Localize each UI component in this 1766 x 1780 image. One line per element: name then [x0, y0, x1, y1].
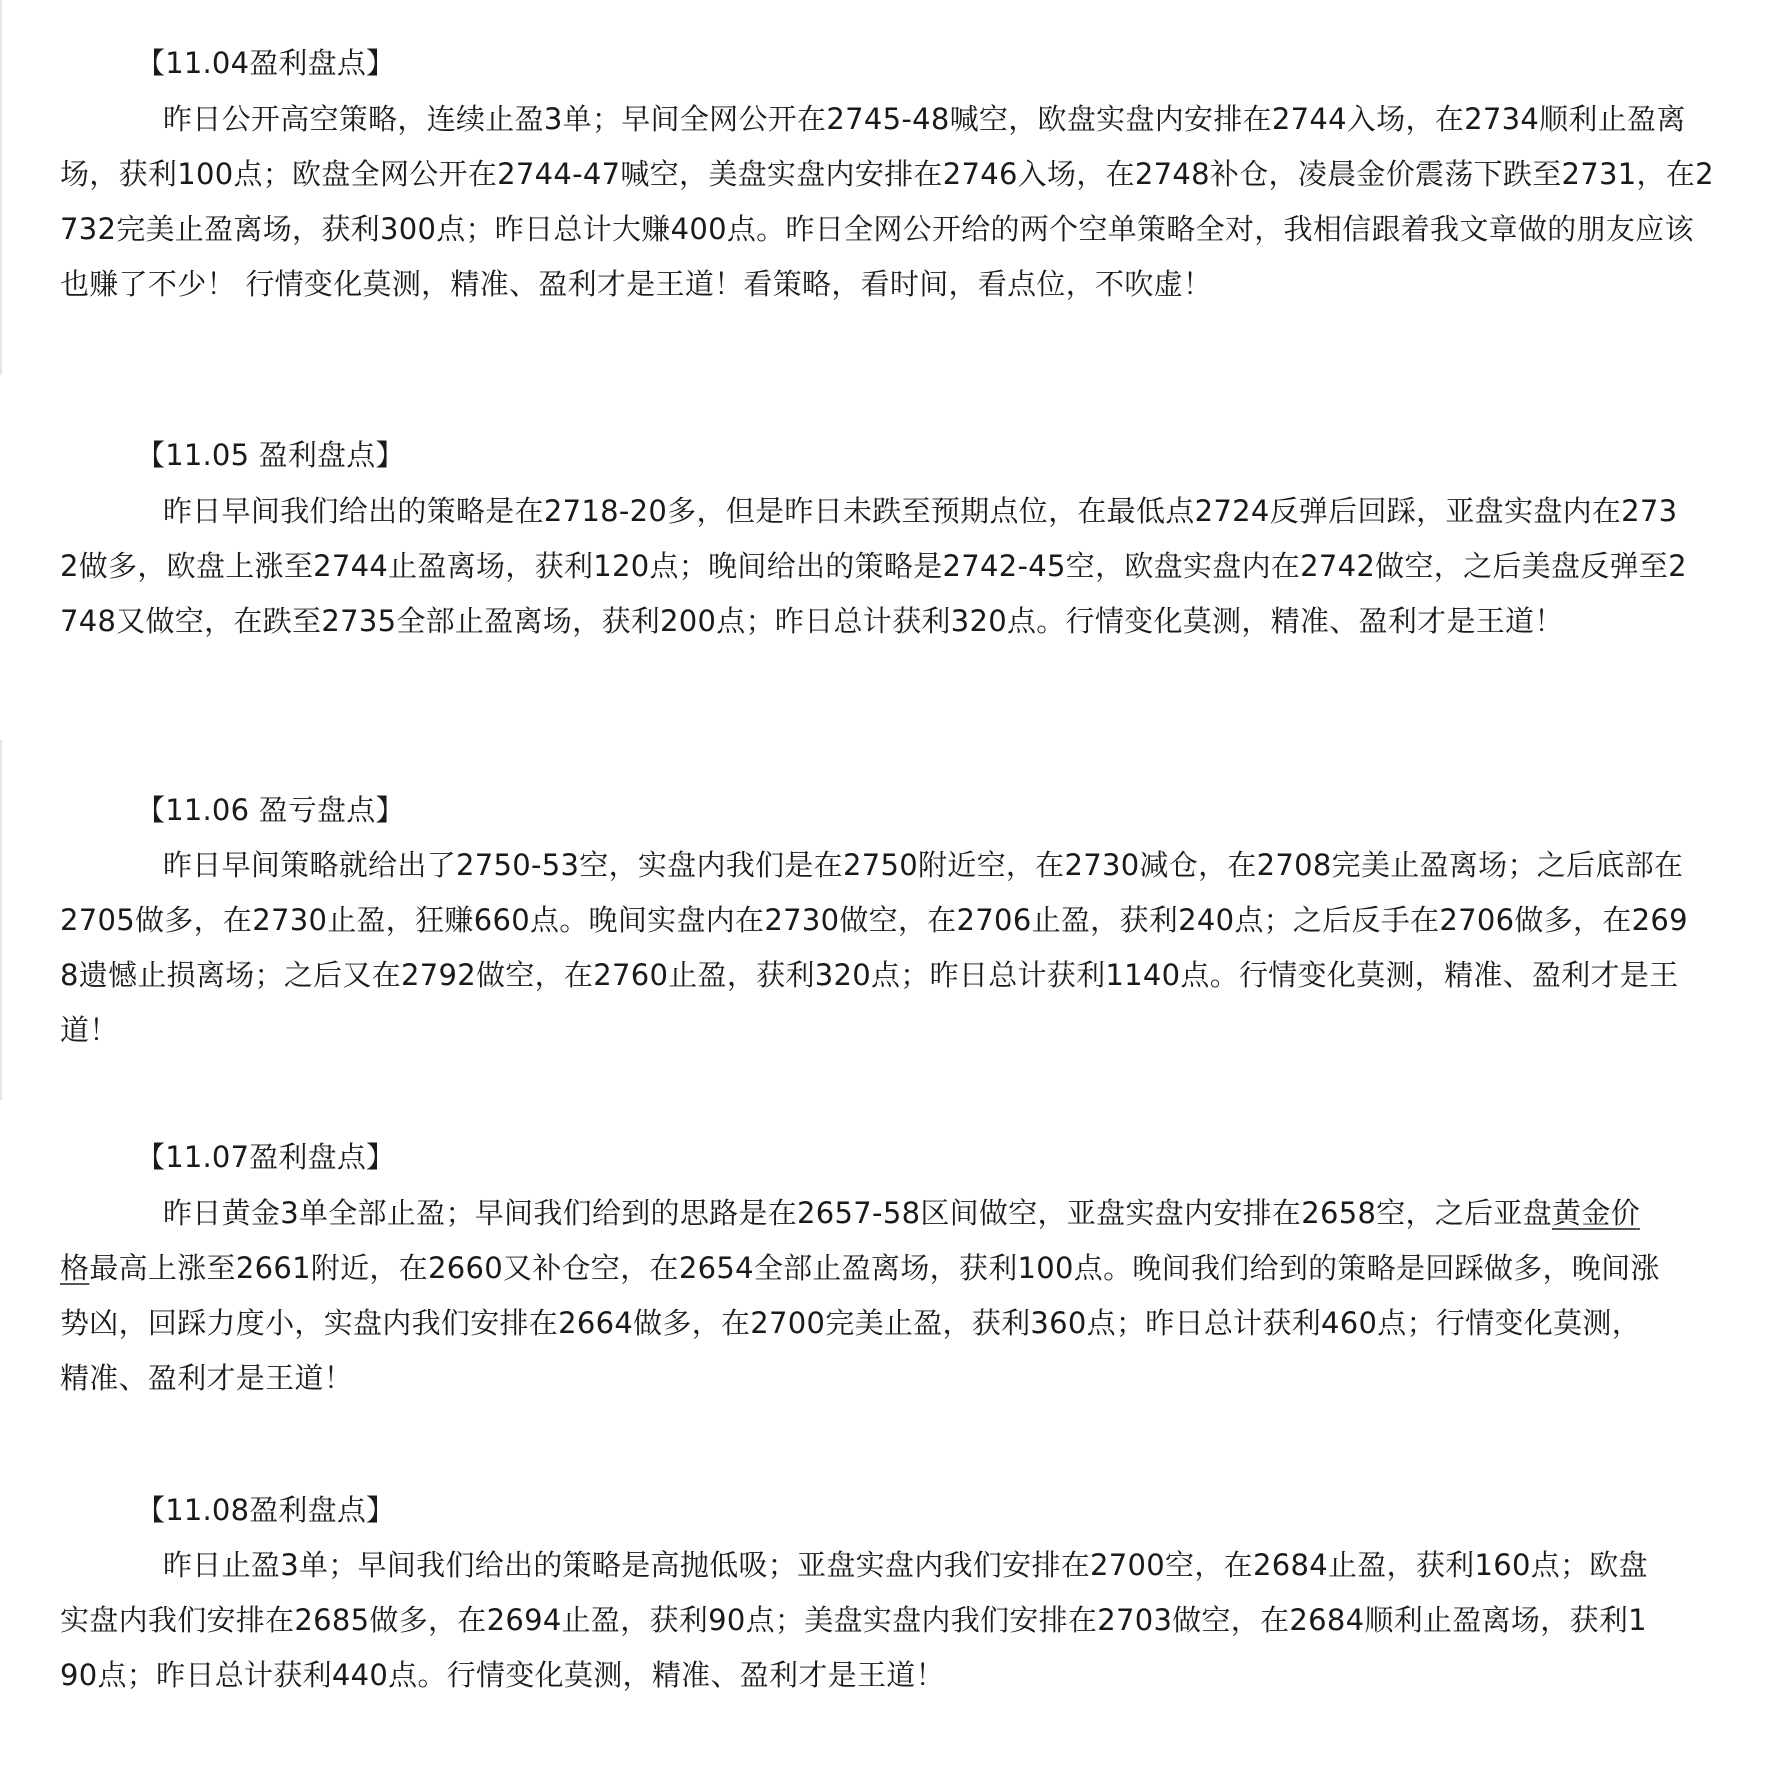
section-body-text: 最高上涨至2661附近，在2660又补仓空，在2654全部止盈离场，获利100点。晚间我们给到的策略是回踩做多，晚间涨势凶，回踩力度小，实盘内我们安排在2664做多，在2700完美止盈，获利360点；昨日总计获利460点；行情变化莫测，精准、盈利才是王道！: [60, 1251, 1660, 1395]
section-title: 【11.04盈利盘点】: [136, 46, 396, 80]
section-body-text: 昨日黄金3单全部止盈；早间我们给到的思路是在2657-58区间做空，亚盘实盘内安排在2658空，之后亚盘: [163, 1196, 1553, 1230]
section-title: 【11.07盈利盘点】: [136, 1140, 396, 1174]
section-title: 【11.08盈利盘点】: [136, 1493, 396, 1527]
section-body: 昨日早间策略就给出了2750-53空，实盘内我们是在2750附近空，在2730减仓，在2708完美止盈离场；之后底部在2705做多，在2730止盈，狂赚660点。晚间实盘内在2730做空，在2706止盈，获利240点；之后反手在2706做多，在2698遗憾止损离场；之后又在2792做空，在2760止盈，获利320点；昨日总计获利1140点。行情变化莫测，精准、盈利才是王道！: [60, 848, 1688, 1047]
divider: [0, 740, 2, 1100]
section-title: 【11.05 盈利盘点】: [136, 438, 405, 472]
section-body: [60, 1186, 1660, 1406]
divider: [0, 0, 2, 375]
section-body: 昨日公开高空策略，连续止盈3单；早间全网公开在2745-48喊空，欧盘实盘内安排在2744入场，在2734顺利止盈离场，获利100点；欧盘全网公开在2744-47喊空，美盘实盘内安排在2746入场，在2748补仓，凌晨金价震荡下跌至2731，在2732完美止盈离场，获利300点；昨日总计大赚400点。昨日全网公开给的两个空单策略全对，我相信跟着我文章做的朋友应该也赚了不少！ 行情变化莫测，精准、盈利才是王道！看策略，看时间，看点位，不吹虚！: [60, 102, 1714, 301]
section-title: 【11.06 盈亏盘点】: [136, 793, 405, 827]
section-body: 昨日止盈3单；早间我们给出的策略是高抛低吸；亚盘实盘内我们安排在2700空，在2684止盈，获利160点；欧盘实盘内我们安排在2685做多，在2694止盈，获利90点；美盘实盘内我们安排在2703做空，在2684顺利止盈离场，获利190点；昨日总计获利440点。行情变化莫测，精准、盈利才是王道！: [60, 1548, 1648, 1692]
section-body: 昨日早间我们给出的策略是在2718-20多，但是昨日未跌至预期点位，在最低点2724反弹后回踩，亚盘实盘内在2732做多，欧盘上涨至2744止盈离场，获利120点；晚间给出的策略是2742-45空，欧盘实盘内在2742做空，之后美盘反弹至2748又做空，在跌至2735全部止盈离场，获利200点；昨日总计获利320点。行情变化莫测，精准、盈利才是王道！: [60, 494, 1687, 638]
gold-price-link[interactable]: 黄金价格: [60, 1196, 1640, 1285]
